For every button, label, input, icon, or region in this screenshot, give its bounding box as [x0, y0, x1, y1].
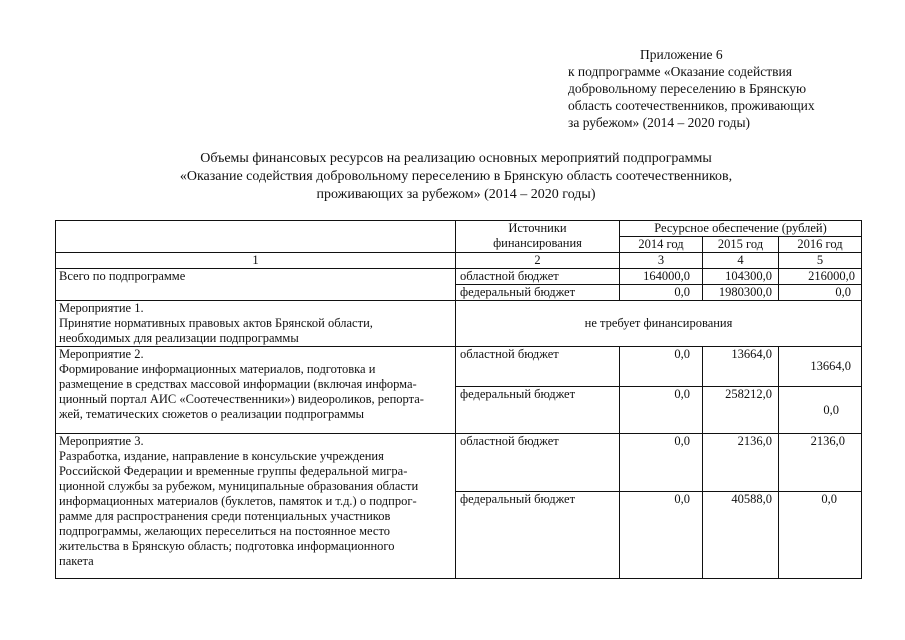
measure-2-title: Мероприятие 2.	[59, 347, 144, 361]
financing-table	[55, 220, 862, 579]
table-row	[56, 301, 862, 347]
value-2015: 40588,0	[703, 492, 779, 579]
source-cell: федеральный бюджет	[456, 387, 620, 434]
measure-text-line: Принятие нормативных правовых актов Брянской области,	[59, 316, 373, 330]
measure-text-line: Формирование информационных материалов, подготовка и	[59, 362, 376, 376]
measure-2-description	[56, 347, 456, 434]
measure-3-description	[56, 434, 456, 579]
source-cell: федеральный бюджет	[456, 492, 620, 579]
table-row	[56, 347, 862, 387]
measure-1-title: Мероприятие 1.	[59, 301, 144, 315]
appendix-line: добровольному переселению в Брянскую	[568, 81, 807, 96]
table-row	[56, 269, 862, 285]
col-number: 5	[779, 253, 862, 269]
appendix-line: за рубежом» (2014 – 2020 годы)	[568, 115, 751, 130]
value-2015: 104300,0	[703, 269, 779, 285]
value-2016: 13664,0	[779, 347, 862, 387]
value-2016: 0,0	[779, 387, 862, 434]
value-2014: 0,0	[620, 347, 703, 387]
measure-text-line: ционной службы за рубежом, муниципальные образования области	[59, 479, 419, 493]
measure-text-line: ционный портал АИС «Соотечественники») видеороликов, репорта-	[59, 392, 424, 406]
measure-text-line: рамме для распространения среди потенциальных участников	[59, 509, 391, 523]
value-2015: 13664,0	[703, 347, 779, 387]
source-cell: федеральный бюджет	[456, 285, 620, 301]
value-2015: 2136,0	[703, 434, 779, 492]
value-2016: 0,0	[779, 492, 862, 579]
measure-1-description	[56, 301, 456, 347]
col-number: 4	[703, 253, 779, 269]
measure-text-line: жительства в Брянскую область; подготовка информационного	[59, 539, 395, 553]
value-2016: 0,0	[779, 285, 862, 301]
title-line: «Оказание содействия добровольному переселению в Брянскую область соотечественников,	[179, 169, 733, 184]
appendix-line: к подпрограмме «Оказание содействия	[568, 64, 792, 79]
value-2014: 0,0	[620, 387, 703, 434]
appendix-number: Приложение 6	[640, 47, 723, 62]
title-line: Объемы финансовых ресурсов на реализацию основных мероприятий подпрограммы	[200, 151, 712, 166]
measure-text-line: необходимых для реализации подпрограммы	[59, 331, 299, 345]
total-label: Всего по подпрограмме	[56, 269, 456, 301]
value-2014: 164000,0	[620, 269, 703, 285]
measure-3-title: Мероприятие 3.	[59, 434, 144, 448]
value-2014: 0,0	[620, 434, 703, 492]
measure-text-line: Российской Федерации и временные группы федеральной мигра-	[59, 464, 408, 478]
source-cell: областной бюджет	[456, 347, 620, 387]
measure-text-line: подпрограммы, желающих переселиться на постоянное место	[59, 524, 391, 538]
table-row	[56, 434, 862, 492]
value-2016: 216000,0	[779, 269, 862, 285]
header-sources	[456, 221, 620, 253]
header-blank-cell	[56, 221, 456, 253]
measure-text-line: информационных материалов (буклетов, памяток и т.д.) о подпрог-	[59, 494, 417, 508]
source-cell: областной бюджет	[456, 434, 620, 492]
measure-text-line: размещение в средствах массовой информации (включая информа-	[59, 377, 417, 391]
col-number: 1	[56, 253, 456, 269]
appendix-reference	[568, 46, 898, 131]
source-cell: областной бюджет	[456, 269, 620, 285]
measure-text-line: Разработка, издание, направление в консульские учреждения	[59, 449, 384, 463]
title-line: проживающих за рубежом» (2014 – 2020 годы)	[316, 187, 596, 202]
document-title	[56, 150, 856, 204]
header-year-2016: 2016 год	[779, 237, 862, 253]
col-number: 3	[620, 253, 703, 269]
value-2016: 2136,0	[779, 434, 862, 492]
col-number: 2	[456, 253, 620, 269]
measure-text-line: пакета	[59, 554, 94, 568]
header-resource: Ресурсное обеспечение (рублей)	[620, 221, 862, 237]
measure-text-line: жей, тематических сюжетов о реализации подпрограммы	[59, 407, 365, 421]
no-funding-note: не требует финансирования	[456, 301, 862, 347]
appendix-line: область соотечественников, проживающих	[568, 98, 815, 113]
header-year-2014: 2014 год	[620, 237, 703, 253]
value-2014: 0,0	[620, 285, 703, 301]
value-2015: 258212,0	[703, 387, 779, 434]
value-2015: 1980300,0	[703, 285, 779, 301]
header-sources-line: Источники	[508, 221, 567, 235]
value-2014: 0,0	[620, 492, 703, 579]
header-sources-line: финансирования	[493, 236, 582, 250]
header-year-2015: 2015 год	[703, 237, 779, 253]
